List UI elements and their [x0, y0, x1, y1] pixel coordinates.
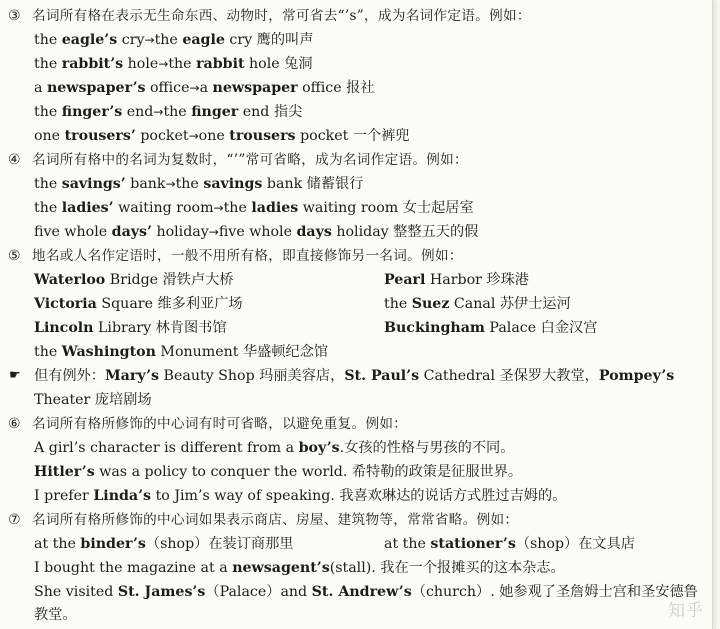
arrow-icon: → — [188, 129, 199, 143]
pointing-hand-icon: ☛ — [9, 368, 21, 383]
example-row: Waterloo Bridge 滑铁卢大桥 Pearl Harbor 珍珠港 — [34, 268, 674, 292]
example-line: a newspaper’s office→a newspaper office 报社 — [34, 80, 375, 96]
exception-note: 但有例外：Mary’s Beauty Shop 玛丽美容店，St. Paul’s Cathedral 圣保罗大教堂，Pompey’s — [34, 368, 675, 384]
example-row: the Washington Monument 华盛顿纪念馆 — [34, 344, 329, 360]
example-line: She visited St. James’s（Palace）and St. Andrew’s（church）. 她参观了圣詹姆士宫和圣安德鲁 — [34, 584, 698, 600]
section-6-heading: ⑥ 名词所有格所修饰的中心词有时可省略，以避免重复。例如： — [8, 412, 407, 436]
arrow-icon: → — [144, 33, 155, 47]
section-5-heading: ⑤ 地名或人名作定语时，一般不用所有格，即直接修饰另一名词。例如： — [8, 244, 463, 268]
arrow-icon: → — [189, 81, 200, 95]
right-column-item: Buckingham Palace 白金汉宫 — [384, 320, 598, 336]
example-line: the ladies’ waiting room→the ladies waiting room 女士起居室 — [34, 200, 474, 216]
example-line: I prefer Linda’s to Jim’s way of speaking. 我喜欢琳达的说话方式胜过吉姆的。 — [34, 488, 567, 504]
section-number: ⑥ — [8, 416, 21, 432]
arrow-icon: → — [208, 225, 219, 239]
example-line: the finger’s end→the finger end 指尖 — [34, 104, 303, 120]
section-number: ④ — [8, 152, 21, 168]
section-7-heading: ⑦ 名词所有格所修饰的中心词如果表示商店、房屋、建筑物等，常常省略。例如： — [8, 508, 518, 532]
right-column-item: Pearl Harbor 珍珠港 — [384, 272, 529, 288]
example-line: Hitler’s was a policy to conquer the world. 希特勒的政策是征服世界。 — [34, 464, 523, 480]
section-3-heading: ③ 名词所有格在表示无生命东西、动物时，常可省去“’s”，成为名词作定语。例如： — [8, 4, 531, 28]
section-number: ⑤ — [8, 248, 21, 264]
right-column-item: at the stationer’s（shop）在文具店 — [384, 536, 635, 552]
section-4-heading: ④ 名词所有格中的名词为复数时，“’”常可省略，成为名词作定语。例如： — [8, 148, 468, 172]
example-row: at the binder’s（shop）在装订商那里 at the stationer’s（shop）在文具店 — [34, 532, 674, 556]
arrow-icon: → — [165, 177, 176, 191]
section-number: ③ — [8, 8, 21, 24]
example-line: one trousers’ pocket→one trousers pocket 一个裤兜 — [34, 128, 410, 144]
example-row: Victoria Square 维多利亚广场 the Suez Canal 苏伊士运河 — [34, 292, 674, 316]
exception-note-cont: Theater 庞培剧场 — [34, 392, 152, 408]
right-column-item: the Suez Canal 苏伊士运河 — [384, 296, 571, 312]
example-row: Lincoln Library 林肯图书馆 Buckingham Palace 白金汉宫 — [34, 316, 674, 340]
arrow-icon: → — [213, 201, 224, 215]
example-line: I bought the magazine at a newsagent’s(stall). 我在一个报摊买的这本杂志。 — [34, 560, 565, 576]
arrow-icon: → — [158, 57, 169, 71]
example-line: the rabbit’s hole→the rabbit hole 兔洞 — [34, 56, 313, 72]
example-line: A girl’s character is different from a boy’s.女孩的性格与男孩的不同。 — [34, 440, 515, 456]
section-number: ⑦ — [8, 512, 21, 528]
zhihu-watermark: 知乎 — [668, 601, 704, 621]
example-line: the savings’ bank→the savings bank 储蓄银行 — [34, 176, 364, 192]
example-line: five whole days’ holiday→five whole days holiday 整整五天的假 — [34, 224, 479, 240]
example-line-cont: 教堂。 — [34, 607, 77, 623]
arrow-icon: → — [153, 105, 164, 119]
example-line: the eagle’s cry→the eagle cry 鹰的叫声 — [34, 32, 314, 48]
